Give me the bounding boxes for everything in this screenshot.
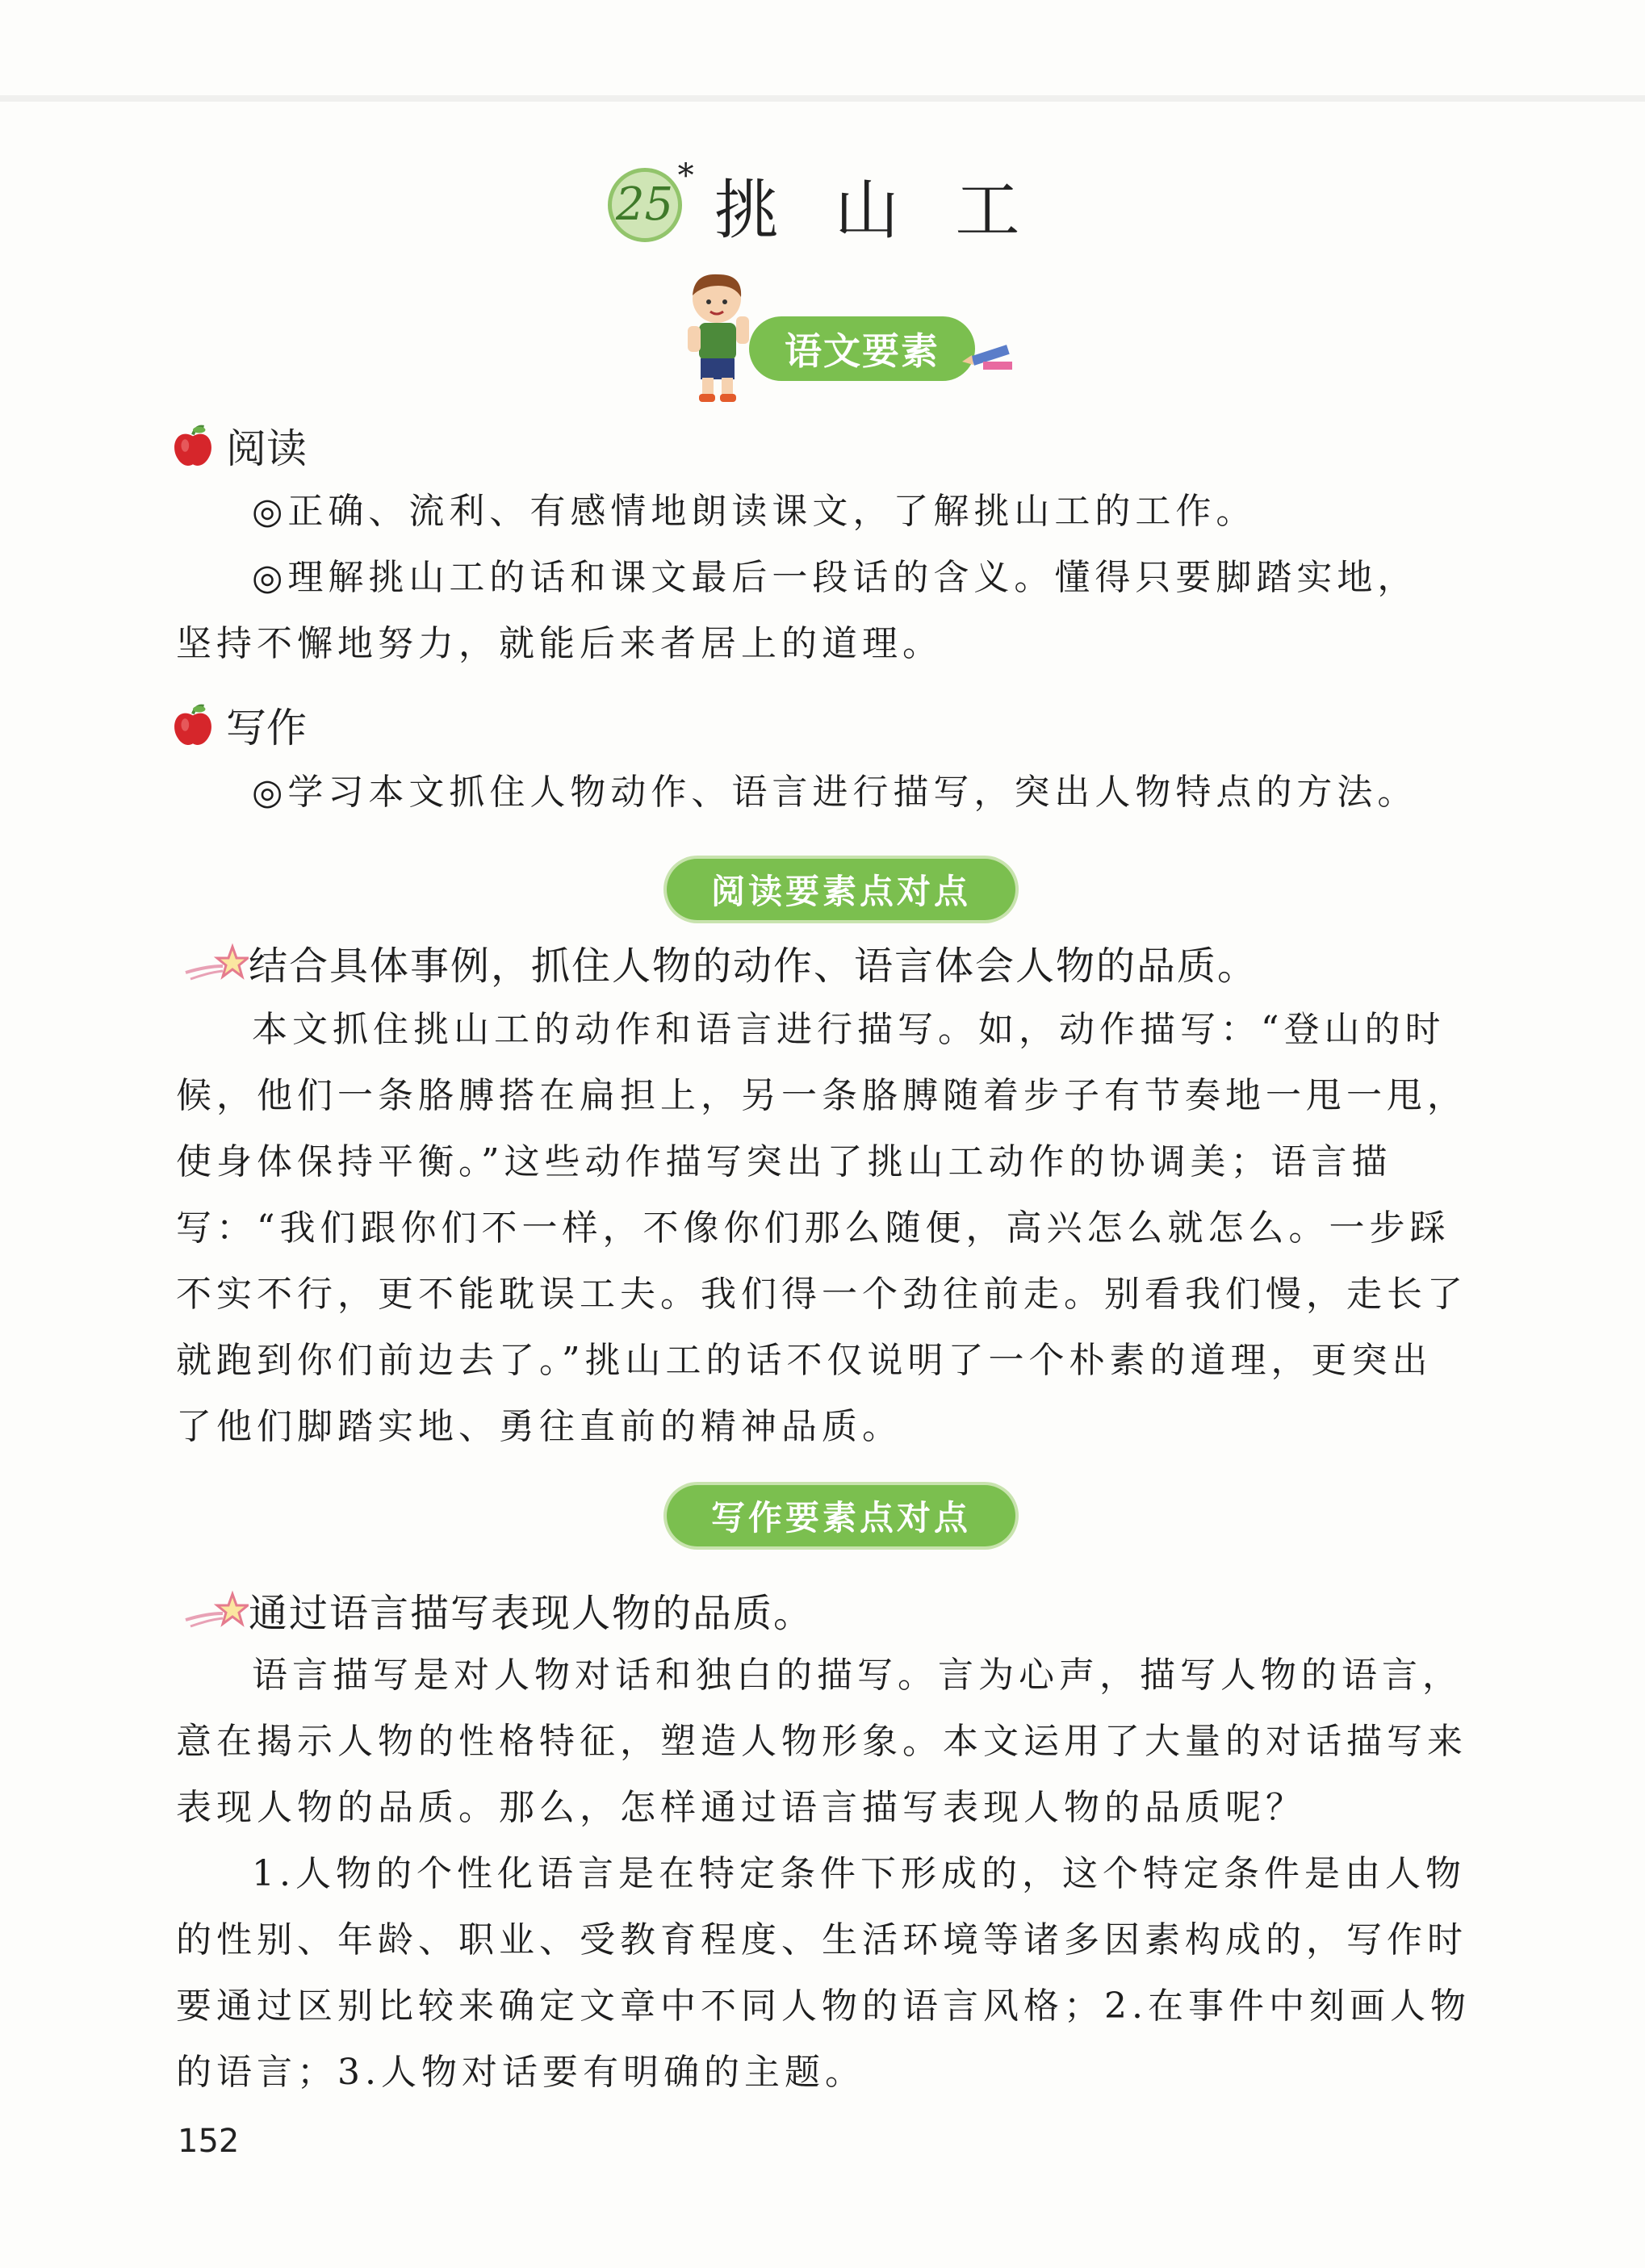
writing-heading-label: 写作 xyxy=(226,705,307,751)
star-swoosh-icon xyxy=(184,1589,249,1631)
lesson-title xyxy=(0,158,1645,251)
reading-points-line-6: 就跑到你们前边去了。”挑山工的话不仅说明了一个朴素的道理，更突出 xyxy=(176,1340,1433,1381)
reading-points-line-2: 候，他们一条胳膊搭在扁担上，另一条胳膊随着步子有节奏地一甩一甩， xyxy=(176,1075,1467,1116)
writing-points-line-6: 要通过区别比较来确定文章中不同人物的语言风格；2.在事件中刻画人物 xyxy=(176,1986,1471,2027)
writing-points-subhead xyxy=(184,1582,814,1638)
apple-icon xyxy=(170,701,216,748)
reading-points-line-3: 使身体保持平衡。”这些动作描写突出了挑山工动作的协调美；语言描 xyxy=(176,1141,1392,1182)
lesson-number-badge xyxy=(608,157,694,242)
reading-points-subhead xyxy=(184,935,1258,990)
star-swoosh-icon xyxy=(184,942,249,984)
lesson-name: 挑 山 工 xyxy=(714,173,1038,248)
page-number: 152 xyxy=(178,2123,240,2160)
lesson-number: 25 xyxy=(615,178,674,231)
writing-points-subhead-label: 通过语言描写表现人物的品质。 xyxy=(249,1591,814,1636)
reading-item-2-cont: 坚持不懈地努力，就能后来者居上的道理。 xyxy=(176,623,943,664)
writing-points-line-1: 语言描写是对人物对话和独白的描写。言为心声，描写人物的语言， xyxy=(252,1655,1463,1696)
writing-points-line-4: 1.人物的个性化语言是在特定条件下形成的，这个特定条件是由人物 xyxy=(252,1853,1466,1894)
writing-item-1: ◎学习本文抓住人物动作、语言进行描写，突出人物特点的方法。 xyxy=(252,772,1418,813)
top-rule xyxy=(0,95,1645,102)
lesson-star: * xyxy=(677,157,694,195)
reading-points-line-1: 本文抓住挑山工的动作和语言进行描写。如，动作描写：“登山的时 xyxy=(252,1009,1446,1050)
reading-heading-label: 阅读 xyxy=(226,425,307,472)
writing-points-pill: 写作要素点对点 xyxy=(667,1485,1015,1546)
writing-points-line-3: 表现人物的品质。那么，怎样通过语言描写表现人物的品质呢？ xyxy=(176,1787,1306,1828)
reading-points-line-7: 了他们脚踏实地、勇往直前的精神品质。 xyxy=(176,1406,902,1447)
writing-points-line-7: 的语言；3.人物对话要有明确的主题。 xyxy=(176,2052,865,2093)
writing-points-line-2: 意在揭示人物的性格特征，塑造人物形象。本文运用了大量的对话描写来 xyxy=(176,1721,1467,1762)
reading-points-pill: 阅读要素点对点 xyxy=(667,859,1015,920)
element-banner-label: 语文要素 xyxy=(749,316,975,381)
reading-item-2: ◎理解挑山工的话和课文最后一段话的含义。懂得只要脚踏实地， xyxy=(252,557,1418,598)
writing-points-line-5: 的性别、年龄、职业、受教育程度、生活环境等诸多因素构成的，写作时 xyxy=(176,1919,1467,1960)
pencil-icon xyxy=(961,334,1017,375)
element-banner xyxy=(670,268,1017,405)
reading-item-1: ◎正确、流利、有感情地朗读课文，了解挑山工的工作。 xyxy=(252,491,1257,532)
reading-points-line-4: 写：“我们跟你们不一样，不像你们那么随便，高兴怎么就怎么。一步踩 xyxy=(176,1207,1450,1249)
reading-points-subhead-label: 结合具体事例，抓住人物的动作、语言体会人物的品质。 xyxy=(249,944,1258,989)
apple-icon xyxy=(170,422,216,469)
reading-heading xyxy=(170,416,307,475)
writing-heading xyxy=(170,696,307,754)
reading-points-line-5: 不实不行，更不能耽误工夫。我们得一个劲往前走。别看我们慢，走长了 xyxy=(176,1274,1467,1315)
